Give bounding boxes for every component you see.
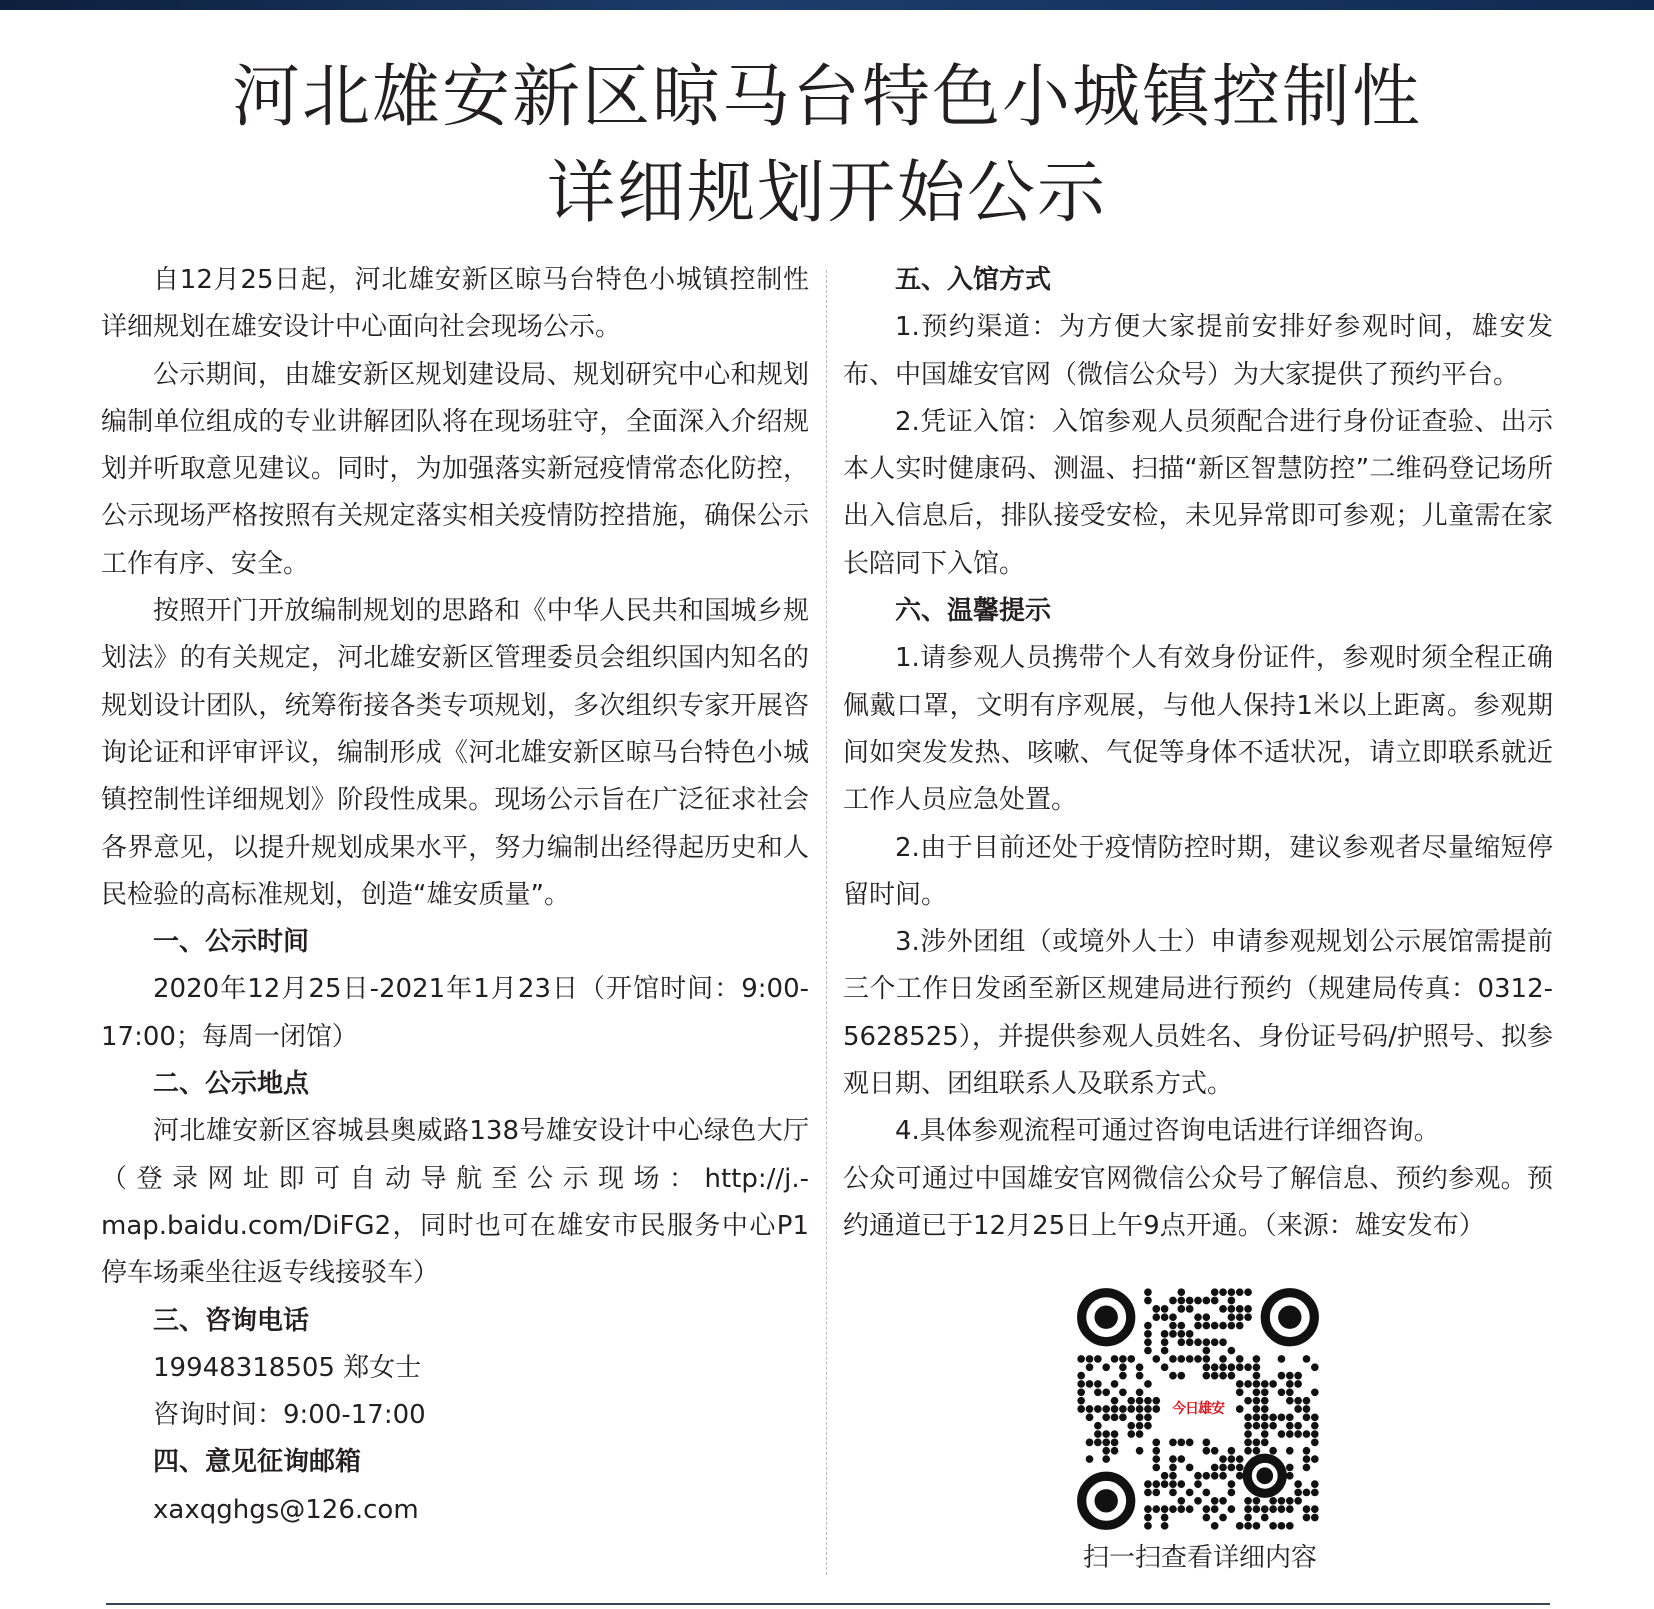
heading-time: 一、公示时间	[153, 927, 310, 958]
qr-logo: 今日雄安	[1166, 1391, 1230, 1425]
tip-2-text: 2.由于目前还处于疫情防控时期，建议参观者尽量缩短停留时间。	[843, 832, 1553, 910]
page-title	[0, 50, 1654, 242]
right-column	[843, 257, 1553, 1250]
left-column	[101, 257, 809, 1534]
title-line-2: 详细规划开始公示	[546, 154, 1107, 233]
top-banner-bar	[0, 0, 1654, 10]
email-text: xaxqghgs@126.com	[153, 1494, 419, 1525]
heading-email: 四、意见征询邮箱	[153, 1447, 362, 1478]
qr-caption: 扫一扫查看详细内容	[1082, 1543, 1317, 1573]
heading-entry: 五、入馆方式	[895, 265, 1052, 295]
time-text: 2020年12月25日-2021年1月23日（开馆时间：9:00-17:00；每周一闭馆）	[101, 974, 809, 1052]
planning-paragraph: 按照开门开放编制规划的思路和《中华人民共和国城乡规划法》的有关规定，河北雄安新区管理委员会组织国内知名的规划设计团队，统筹衔接各类专项规划，多次组织专家开展咨询论证和评审评议，编制形成《河北雄安新区晾马台特色小城镇控制性详细规划》阶段性成果。现场公示旨在广泛征求社会各界意见，以提升规划成果水平，努力编制出经得起历史和人民检验的高标准规划，创造“雄安质量”。	[101, 596, 809, 910]
bottom-rule	[106, 1603, 1550, 1605]
tip-3-text: 3.涉外团组（或境外人士）申请参观规划公示展馆需提前三个工作日发函至新区规建局进行预约（规建局传真：0312-5628525），并提供参观人员姓名、身份证号码/护照号、拟参观日期、团组联系人及联系方式。	[843, 927, 1553, 1100]
column-divider	[826, 270, 827, 1575]
team-paragraph: 公示期间，由雄安新区规划建设局、规划研究中心和规划编制单位组成的专业讲解团队将在现场驻守，全面深入介绍规划并听取意见建议。同时，为加强落实新冠疫情常态化防控，公示现场严格按照有关规定落实相关疫情防控措施，确保公示工作有序、安全。	[101, 359, 809, 579]
place-text: 河北雄安新区容城县奥威路138号雄安设计中心绿色大厅（登录网址即可自动导航至公示现场：http://j.-map.baidu.com/DiFG2，同时也可在雄安市民服务中心P1停车场乘坐往返专线接驳车）	[101, 1116, 809, 1289]
heading-tips: 六、温馨提示	[895, 596, 1052, 627]
entry-reservation-text: 1.预约渠道：为方便大家提前安排好参观时间，雄安发布、中国雄安官网（微信公众号）为大家提供了预约平台。	[843, 312, 1553, 390]
hours-text: 咨询时间：9:00-17:00	[153, 1400, 426, 1431]
title-line-1: 河北雄安新区晾马台特色小城镇控制性	[231, 58, 1422, 137]
qr-code[interactable]	[1077, 1288, 1319, 1530]
heading-phone: 三、咨询电话	[153, 1305, 310, 1336]
entry-credential-text: 2.凭证入馆：入馆参观人员须配合进行身份证查验、出示本人实时健康码、测温、扫描“新区智慧防控”二维码登记场所出入信息后，排队接受安检，未见异常即可参观；儿童需在家长陪同下入馆。	[843, 406, 1553, 579]
intro-paragraph: 自12月25日起，河北雄安新区晾马台特色小城镇控制性详细规划在雄安设计中心面向社会现场公示。	[101, 265, 809, 343]
tip-1-text: 1.请参观人员携带个人有效身份证件，参观时须全程正确佩戴口罩，文明有序观展，与他人保持1米以上距离。参观期间如突发发热、咳嗽、气促等身体不适状况，请立即联系就近工作人员应急处置。	[843, 643, 1553, 816]
tip-4-text: 4.具体参观流程可通过咨询电话进行详细咨询。	[895, 1116, 1440, 1147]
public-info-text: 公众可通过中国雄安官网微信公众号了解信息、预约参观。预约通道已于12月25日上午9点开通。（来源：雄安发布）	[843, 1163, 1553, 1241]
heading-place: 二、公示地点	[153, 1069, 310, 1100]
phone-text: 19948318505 郑女士	[153, 1352, 422, 1383]
